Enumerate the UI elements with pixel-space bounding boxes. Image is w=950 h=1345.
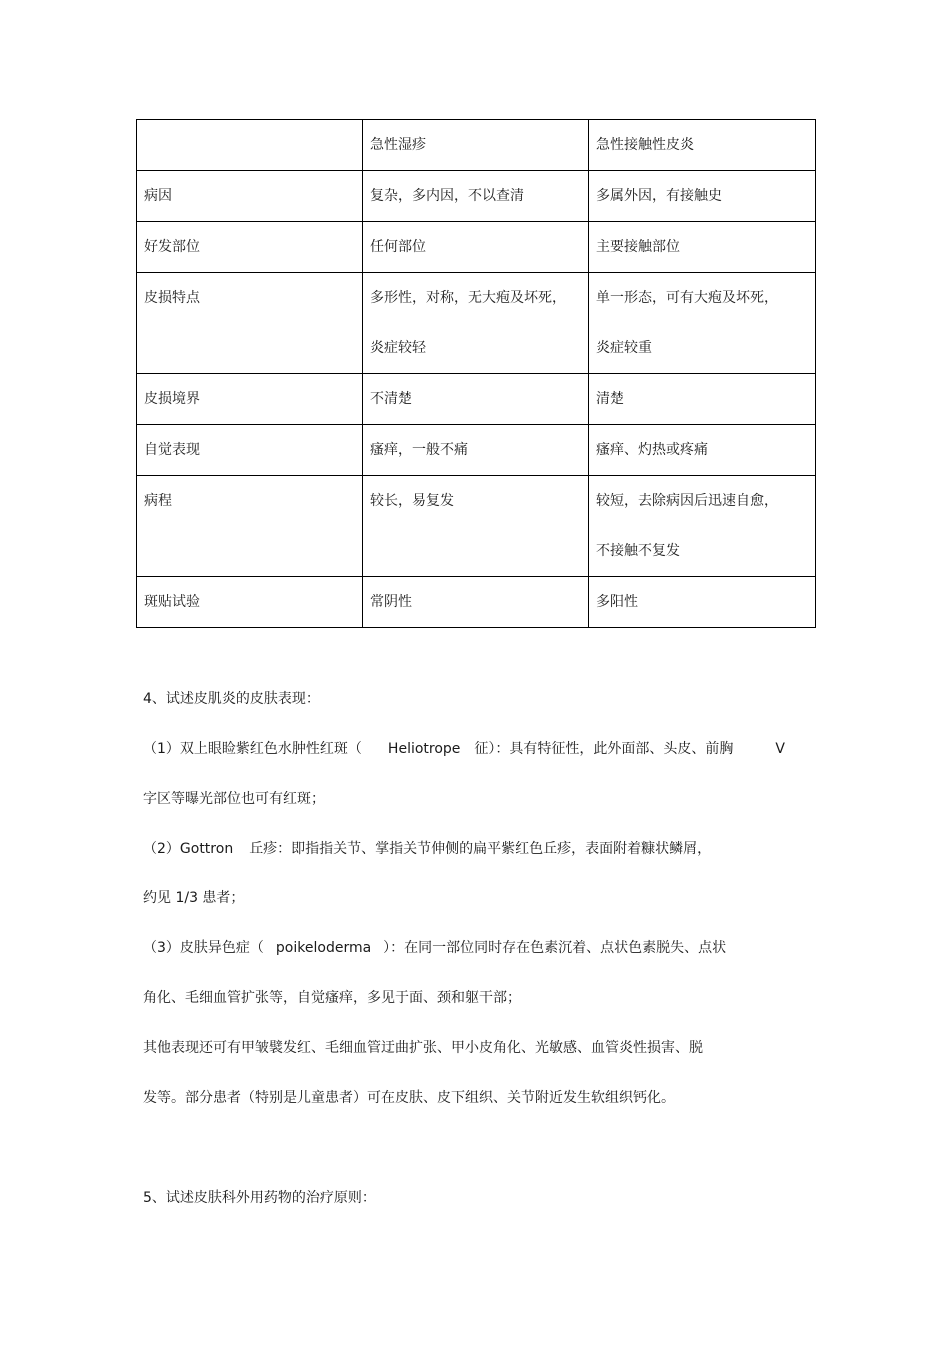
eczema-cell-line: 多形性，对称，无大疱及坏死， xyxy=(370,290,566,306)
table-row xyxy=(137,273,816,374)
table-row xyxy=(137,425,816,476)
section4-item1-line2: 字区等曝光部位也可有红斑； xyxy=(143,791,325,807)
eczema-cell xyxy=(363,476,589,577)
eczema-cell-line: 任何部位 xyxy=(370,239,426,255)
dermatitis-cell-line: 瘙痒、灼热或疼痛 xyxy=(596,442,708,458)
header-cell-dermatitis: 急性接触性皮炎 xyxy=(589,120,816,171)
dermatitis-cell-line: 较短，去除病因后迅速自愈， xyxy=(596,493,778,509)
item1-text-b: Heliotrope xyxy=(387,741,461,757)
header-cell-eczema: 急性湿疹 xyxy=(363,120,589,171)
dermatitis-cell xyxy=(589,476,816,577)
eczema-cell-line: 瘙痒，一般不痛 xyxy=(370,442,468,458)
eczema-cell xyxy=(363,222,589,273)
item3-text-b: poikeloderma xyxy=(275,940,372,956)
eczema-cell-line: 炎症较轻 xyxy=(370,340,426,356)
eczema-cell-line: 常阴性 xyxy=(370,594,412,610)
section4-item1-line1 xyxy=(143,739,785,759)
row-label-cell: 好发部位 xyxy=(137,222,363,273)
eczema-cell-line: 复杂，多内因，不以查清 xyxy=(370,188,524,204)
dermatitis-cell-line: 主要接触部位 xyxy=(596,239,680,255)
dermatitis-cell xyxy=(589,374,816,425)
table-row xyxy=(137,374,816,425)
item1-text-a: （1）双上眼睑紫红色水肿性红斑（ xyxy=(143,741,362,757)
eczema-cell xyxy=(363,273,589,374)
dermatitis-cell-line: 清楚 xyxy=(596,391,624,407)
table-header-row xyxy=(137,120,816,171)
eczema-cell xyxy=(363,171,589,222)
row-label-cell: 自觉表现 xyxy=(137,425,363,476)
table-row xyxy=(137,476,816,577)
section4-other-line1: 其他表现还可有甲皱襞发红、毛细血管迂曲扩张、甲小皮角化、光敏感、血管炎性损害、脱 xyxy=(143,1040,703,1056)
dermatitis-cell xyxy=(589,577,816,628)
dermatitis-cell-line: 不接触不复发 xyxy=(596,543,680,559)
table-row xyxy=(137,222,816,273)
dermatitis-cell-line: 炎症较重 xyxy=(596,340,652,356)
row-label-cell: 皮损境界 xyxy=(137,374,363,425)
section4-title: 4、试述皮肌炎的皮肤表现： xyxy=(143,691,320,707)
row-label-cell: 病程 xyxy=(137,476,363,577)
item2-text-b: 丘疹：即指指关节、掌指关节伸侧的扁平紫红色丘疹，表面附着糠状鳞屑， xyxy=(249,841,712,857)
section4-item3-line2: 角化、毛细血管扩张等，自觉瘙痒，多见于面、颈和躯干部； xyxy=(143,990,521,1006)
dermatitis-cell-line: 单一形态，可有大疱及坏死， xyxy=(596,290,778,306)
eczema-cell xyxy=(363,577,589,628)
dermatitis-cell xyxy=(589,222,816,273)
item1-text-d: V xyxy=(775,741,785,757)
item2-text-a: （2）Gottron xyxy=(143,841,234,857)
item3-text-a: （3）皮肤异色症（ xyxy=(143,940,264,956)
table-row xyxy=(137,171,816,222)
row-label-cell: 斑贴试验 xyxy=(137,577,363,628)
section5-title: 5、试述皮肤科外用药物的治疗原则： xyxy=(143,1190,376,1206)
dermatitis-cell xyxy=(589,171,816,222)
eczema-cell-line: 不清楚 xyxy=(370,391,412,407)
item3-text-c: ）：在同一部位同时存在色素沉着、点状色素脱失、点状 xyxy=(383,940,727,956)
row-label-cell: 皮损特点 xyxy=(137,273,363,374)
section4-item2-line1 xyxy=(143,839,711,859)
comparison-table xyxy=(136,119,816,628)
section4-item2-line2: 约见 1/3 患者； xyxy=(143,890,245,906)
eczema-cell xyxy=(363,374,589,425)
item1-text-c: 征）：具有特征性，此外面部、头皮、前胸 xyxy=(474,741,734,757)
dermatitis-cell-line: 多阳性 xyxy=(596,594,638,610)
header-cell-empty xyxy=(137,120,363,171)
eczema-cell-line: 较长，易复发 xyxy=(370,493,454,509)
dermatitis-cell xyxy=(589,273,816,374)
section4-other-line2: 发等。部分患者（特别是儿童患者）可在皮肤、皮下组织、关节附近发生软组织钙化。 xyxy=(143,1090,675,1106)
row-label-cell: 病因 xyxy=(137,171,363,222)
eczema-cell xyxy=(363,425,589,476)
section4-item3-line1 xyxy=(143,938,726,958)
table-row xyxy=(137,577,816,628)
dermatitis-cell xyxy=(589,425,816,476)
dermatitis-cell-line: 多属外因，有接触史 xyxy=(596,188,722,204)
